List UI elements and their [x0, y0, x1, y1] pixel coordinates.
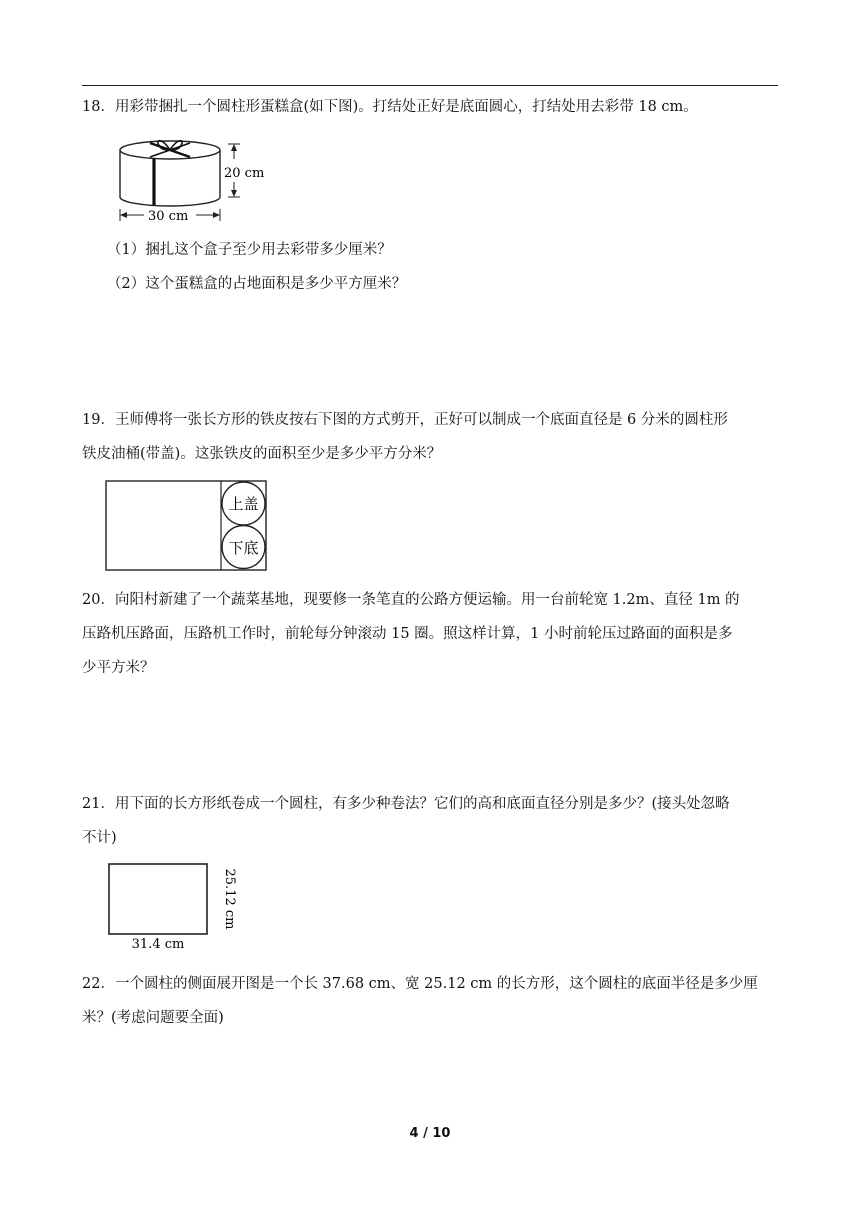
q18-sub1: （1）捆扎这个盒子至少用去彩带多少厘米？: [107, 242, 392, 258]
q20-line1: 20．向阳村新建了一个蔬菜基地，现要修一条笔直的公路方便运输。用一台前轮宽 1.2m、直径 1m 的: [82, 592, 740, 608]
q18-sub2: （2）这个蛋糕盒的占地面积是多少平方厘米？: [107, 276, 407, 292]
q22-line1: 22．一个圆柱的侧面展开图是一个长 37.68 cm、宽 25.12 cm 的长方形，这个圆柱的底面半径是多少厘: [82, 976, 758, 992]
cake-box-figure: [110, 133, 280, 228]
page-number: 4 / 10: [409, 1126, 451, 1141]
paper-width-label: 31.4 cm: [131, 937, 185, 952]
q22-line2: 米？(考虑问题要全面): [82, 1010, 224, 1026]
top-lid-label: 上盖: [228, 495, 259, 513]
paper-height-label: 25.12 cm: [222, 868, 237, 930]
q20-line3: 少平方米？: [82, 660, 155, 676]
paper-rectangle-figure: [105, 858, 235, 953]
cake-diameter-label: 30 cm: [148, 209, 189, 224]
iron-sheet-figure: [105, 480, 267, 572]
q21-line1: 21．用下面的长方形纸卷成一个圆柱，有多少种卷法？它们的高和底面直径分别是多少？(接头处忽略: [82, 796, 730, 812]
q18-text: 18．用彩带捆扎一个圆柱形蛋糕盒(如下图)。打结处正好是底面圆心，打结处用去彩带 18 cm。: [82, 99, 698, 115]
q19-line1: 19．王师傅将一张长方形的铁皮按右下图的方式剪开，正好可以制成一个底面直径是 6 分米的圆柱形: [82, 412, 728, 428]
cake-height-label: 20 cm: [224, 166, 265, 181]
q21-line2: 不计): [82, 830, 117, 846]
q19-line2: 铁皮油桶(带盖)。这张铁皮的面积至少是多少平方分米？: [82, 446, 442, 462]
q20-line2: 压路机压路面，压路机工作时，前轮每分钟滚动 15 圈。照这样计算，1 小时前轮压过路面的面积是多: [82, 626, 733, 642]
bottom-base-label: 下底: [228, 539, 259, 557]
header-rule: [82, 85, 778, 86]
